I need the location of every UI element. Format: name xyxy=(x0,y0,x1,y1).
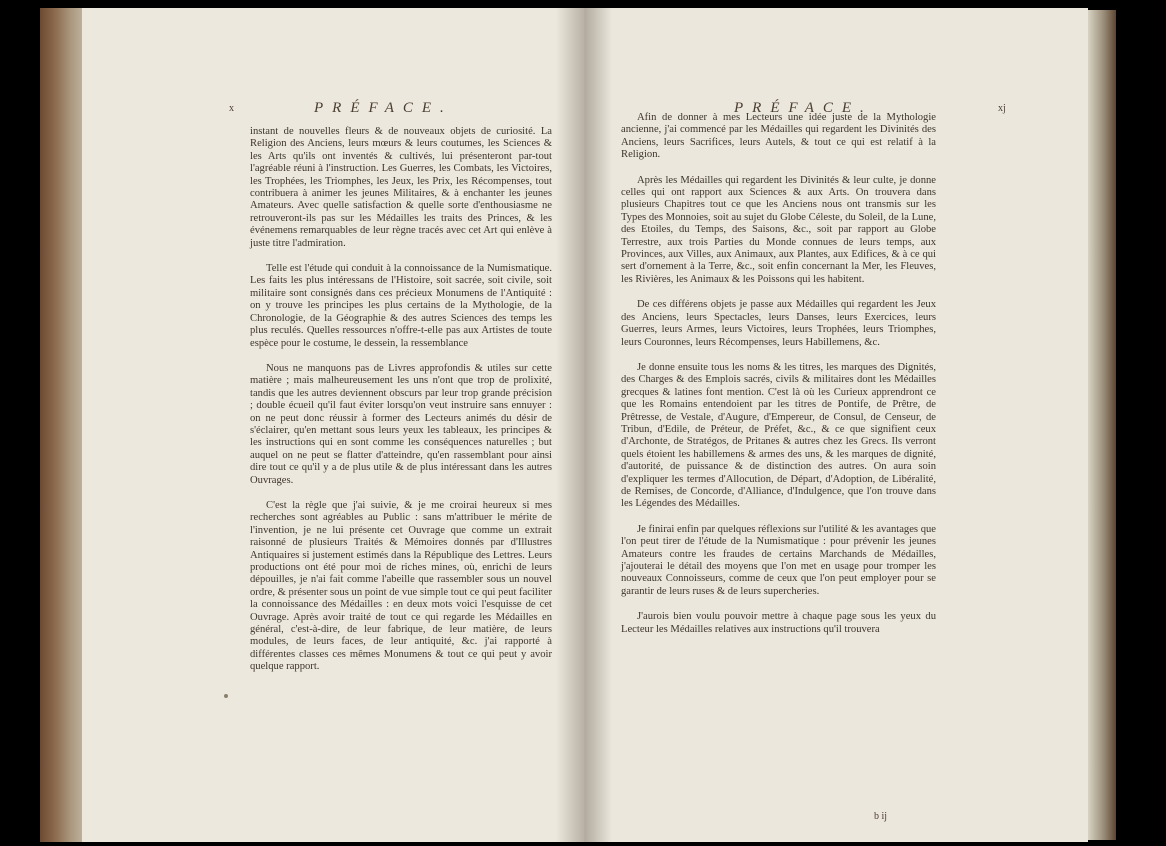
paragraph: Afin de donner à mes Lecteurs une idée juste de la Mythologie ancienne, j'ai commencé par les Médailles qui regardent les Divinités des Anciens, leurs Sacrifices, leurs Autels, & tout ce qui est relatif à la Religion. xyxy=(621,112,936,161)
running-head: PRÉFACE. xyxy=(734,100,873,116)
paragraph: Nous ne manquons pas de Livres approfondis & utiles sur cette matière ; mais malheureusement les uns n'ont que trop de prolixité, tandis que les autres deviennent obscurs par leur trop grande précision ; double écueil qu'il faut éviter lorsqu'on veut instruire sans ennuyer : on ne peut donc réussir à former des Lecteurs animés du désir de s'éclairer, qu'en mettant sous leurs yeux les tableaux, les principes & les instructions qui en sont comme les conséquences naturelles ; but auquel on ne peut se flatter d'atteindre, qu'en rassemblant pour ainsi dire tout ce qu'il y a de plus utile & de plus intéressant dans les autres Ouvrages. xyxy=(250,362,552,486)
paragraph: Telle est l'étude qui conduit à la connoissance de la Numismatique. Les faits les plus intéressans de l'Histoire, soit sacrée, soit civile, soit militaire sont consignés dans ces précieux Monumens de l'Antiquité : on y trouve les principes les plus certains de la Mythologie, de la Chronologie, de la Géographie & des autres Sciences des temps les plus reculés. Quelles ressources n'offre-t-elle pas aux Artistes de toute espèce pour le costume, le dessein, la ressemblance xyxy=(250,263,552,349)
paragraph: Après les Médailles qui regardent les Divinités & leur culte, je donne celles qui ont rapport aux Sciences & aux Arts. On trouvera dans plusieurs Chapitres tout ce que les Anciens nous ont transmis sur les Types des Monnoies, soit au sujet du Globe Céleste, du Soleil, de la Lune, des Etoiles, du Temps, des Saisons, &c., soit par rapport au Globe Terrestre, aux trois Parties du Monde connues de leurs temps, aux Provinces, aux Villes, aux Animaux, aux Plantes, aux Edifices, & à ce qui sert d'ornement à la Terre, &c., soit enfin concernant la Mer, les Fleuves, les Rivières, les Animaux & les Poissons qui les habitent. xyxy=(621,174,936,285)
page-number: x xyxy=(229,103,234,114)
book-binding-right xyxy=(1088,10,1116,840)
paragraph: Je donne ensuite tous les noms & les titres, les marques des Dignités, des Charges & des Emplois sacrés, civils & militaires dont les Médailles grecques & latines font mention. C'est là où les Curieux apprendront ce que les Romains entendoient par les titres de Pontife, de Prêtre, de Prêtresse, de Vestale, d'Augure, d'Empereur, de Consul, de Censeur, de Tribun, d'Edile, de Préteur, de Préfet, &c., & ce que signifient ceux d'Archonte, de Stratégos, de Pritanes & autres chez les Grecs. Ils verront quels étoient les habillemens & armes des uns, & les marques de dignité, d'autorité, de puissance & de distinction des autres. On aura soin d'expliquer les termes d'Allocution, de Départ, d'Adoption, de Libéralité, de Remises, de Concorde, d'Alliance, d'Indulgence, que l'on trouve dans les Légendes des Médailles. xyxy=(621,361,936,510)
paragraph: J'aurois bien voulu pouvoir mettre à chaque page sous les yeux du Lecteur les Médailles relatives aux instructions qu'il trouvera xyxy=(621,611,936,635)
left-text-column xyxy=(250,126,552,687)
page-number: xj xyxy=(998,103,1006,114)
paragraph: De ces différens objets je passe aux Médailles qui regardent les Jeux des Anciens, leurs Spectacles, leurs Danses, leurs Exercices, leurs Guerres, leurs Armes, leurs Victoires, leurs Trophées, leurs Triomphes, leurs Couronnes, leurs Récompenses, leurs Habillemens, &c. xyxy=(621,299,936,348)
paper-speck xyxy=(224,694,228,698)
running-head: PRÉFACE. xyxy=(314,100,453,116)
paragraph: instant de nouvelles fleurs & de nouveaux objets de curiosité. La Religion des Anciens, leurs mœurs & leurs coutumes, les Sciences & les Arts qu'ils ont inventés & cultivés, lui présenteront par-tout l'agréable réuni à l'instruction. Les Guerres, les Combats, les Victoires, les Trophées, les Triomphes, les Jeux, les Prix, les Récompenses, tout contribuera à animer les jeunes Militaires, & à enchanter les jeunes Amateurs. Avec quelle satisfaction & quelle sorte d'enthousiasme ne retrouveront-ils pas sur les Médailles les traits des Princes, & les événemens remarquables de leur règne tracés avec cet Art qui enlève à juste titre l'admiration. xyxy=(250,126,552,249)
paragraph: C'est la règle que j'ai suivie, & je me croirai heureux si mes recherches sont agréables au Public : sans m'attribuer le mérite de l'invention, je ne lui présente cet Ouvrage que comme un extrait raisonné de plusieurs Traités & Mémoires donnés par d'Illustres Antiquaires si justement estimés dans la République des Lettres. Leurs productions ont été pour moi de riches mines, où, enrichi de leurs dépouilles, je n'ai fait comme l'abeille que rassembler sous un nouvel ordre, & présenter sous un point de vue simple tout ce qui peut faciliter la connoissance des Médailles : en deux mots voici l'esquisse de cet Ouvrage. Après avoir traité de tout ce qui regarde les Médailles en général, c'est-à-dire, de leur fabrique, de leur matière, de leurs modules, de leurs faces, de leur antiquité, &c. j'ai rapporté à différentes classes ces mêmes Monumens & tout ce qui peut y avoir quelque rapport. xyxy=(250,499,552,673)
right-text-column xyxy=(621,112,936,649)
right-page xyxy=(584,8,1088,842)
signature-mark: b ij xyxy=(874,811,888,822)
paragraph: Je finirai enfin par quelques réflexions sur l'utilité & les avantages que l'on peut tirer de l'étude de la Numismatique : pour prévenir les jeunes Amateurs contre les fraudes de certains Marchands de Médailles, j'ajouterai le détail des moyens que l'on met en usage pour tromper les nouveaux Connoisseurs, comme de ceux que l'on peut employer pour se garantir de leurs ruses & de leurs supercheries. xyxy=(621,523,936,597)
left-page xyxy=(82,8,584,842)
